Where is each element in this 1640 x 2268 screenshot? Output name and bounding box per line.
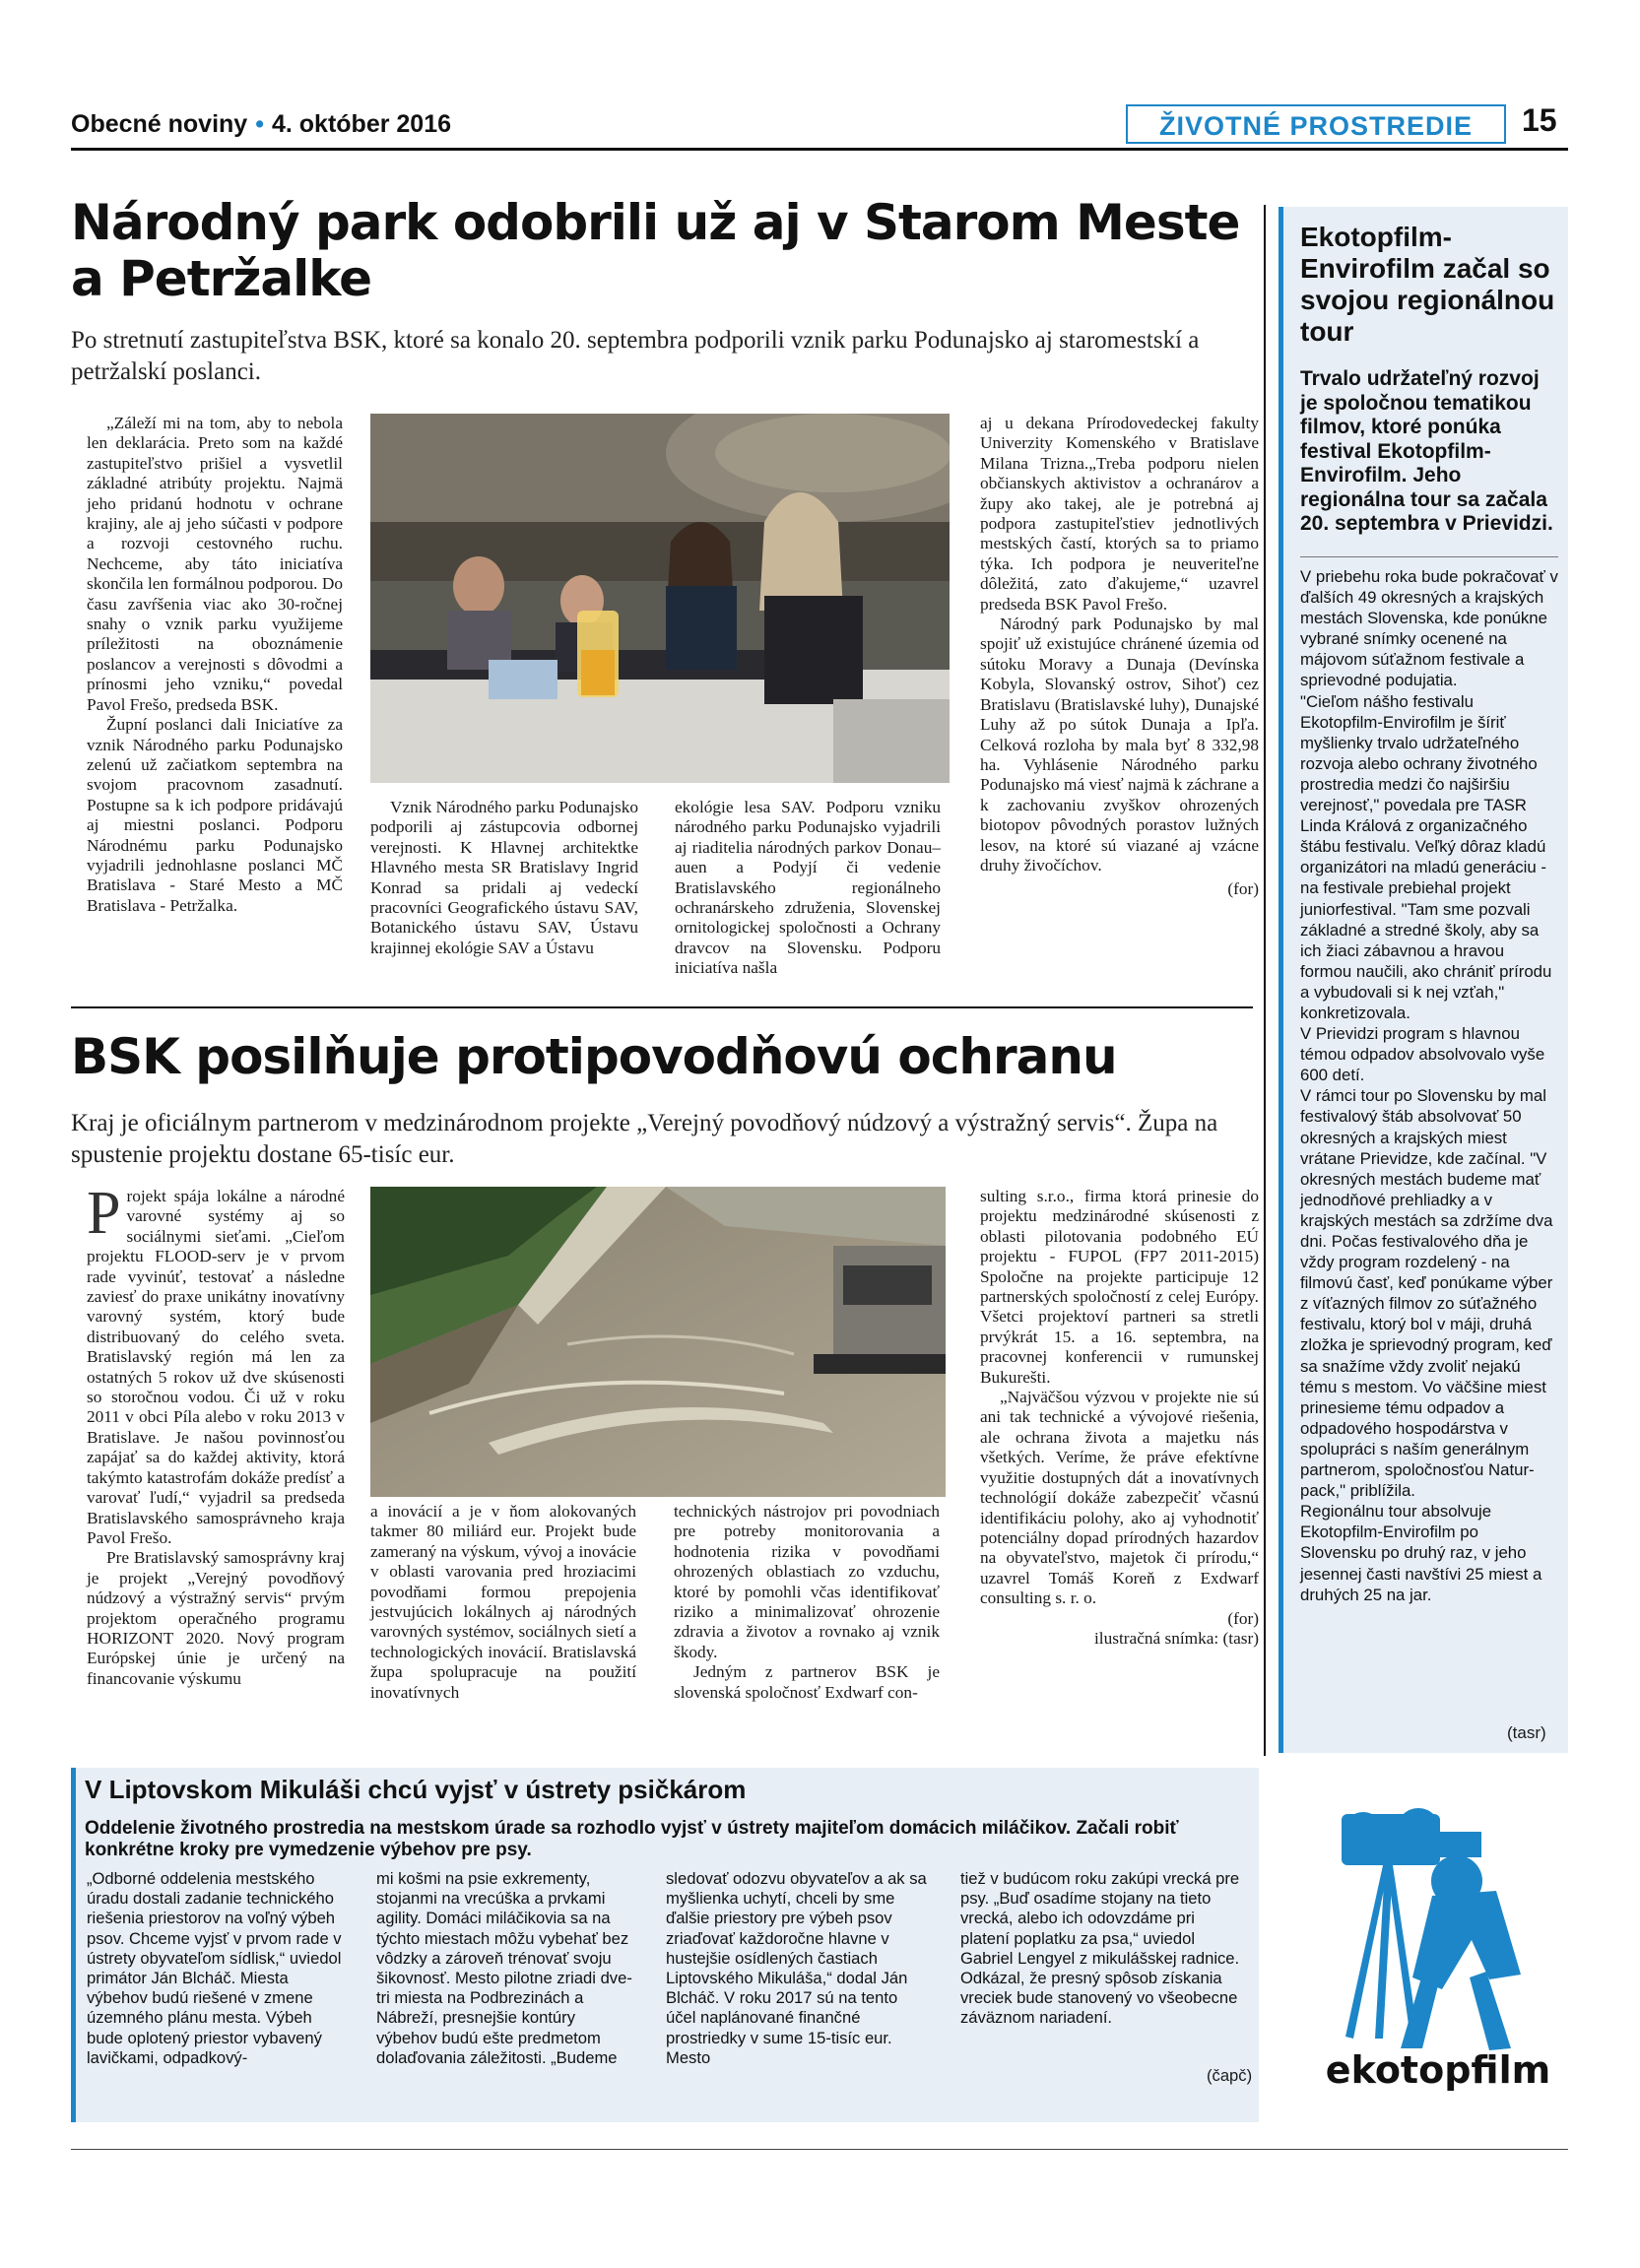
paragraph — [87, 1180, 345, 1548]
bottom-box-column-1 — [87, 1869, 351, 2068]
article2-column-4 — [980, 1187, 1259, 1649]
paragraph: sulting s.r.o., firma ktorá prinesie do projektu medzinárodné skúsenosti z oblasti pilotovania podobného EÚ projektu - FUPOL (FP7 2011-2015) Spoločne na projekte participuje 12 partnerských spoločností z celej Európy. Všetci projektoví partneri sa stretli prvýkrát 15. a 16. septembra, na pracovnej konferencii v rumunskej Bukurešti. — [980, 1187, 1259, 1387]
bottom-box-column-4 — [960, 1869, 1246, 2029]
paragraph: "Cieľom nášho festivalu Ekotopfilm-Envirofilm je šíriť myšlienky trvalo udržateľného rozvoja alebo ochrany životného prostredia medzi čo najširšiu verejnosť," povedala pre TASR Linda Králová z organizačného štábu festivalu. Veľký dôraz kladú organizátori na mladú generáciu - na festivale prebiehal projekt juniorfestival. "Tam sme pozvali základné a stredné školy, aby sa ich žiaci zábavnou a hravou formou naučili, ako chrániť prírodu a vybudovali si k nej vzťah," konkretizovala. — [1300, 691, 1552, 1022]
paragraph: aj u dekana Prírodovedeckej fakulty Univerzity Komenského v Bratislave Milana Trizna.„Treba podporu nielen občianskych aktivistov a ochranárov a župy ako takej, ale je potrebná aj podpora zastupiteľstiev jednotlivých mestských častí, ktorých sa to priamo týka. Ich podpora je neuveriteľne dôležitá, zato ďakujeme,“ uzavrel predseda BSK Pavol Frešo. — [980, 414, 1259, 614]
paragraph: tiež v budúcom roku zakúpi vrecká pre psy. „Buď osadíme stojany na tieto vrecká, alebo ich odovzdáme pri platení poplatku za psa,“ uviedol Gabriel Lengyel z mikulášskej radnice. Odkázal, že presný spôsob získania vreciek bude stanovený vo všeobecne záväznom nariadení. — [960, 1869, 1240, 2028]
masthead — [71, 110, 451, 139]
paragraph: „Najväčšou výzvou v projekte nie sú ani tak technické a vývojové riešenia, ale ochrana života a majetku nás všetkých. Veríme, že práve efektívne využitie dostupných dát a inovatívnych technológií dokáže zabezpečiť včasnú identifikáciu polohy, ako aj vyhodnotiť potenciálny dopad prírodných hazardov na obyvateľstvo, majetok či prírodu,“ uzavrel Tomáš Koreň z Exdwarf consulting s. r. o. — [980, 1388, 1259, 1608]
article2-column-3 — [674, 1502, 940, 1703]
paragraph: Župní poslanci dali Iniciatíve za vznik Národného parku Podunajsko zelenú už začiatkom septembra na svojom pracovnom zasadnutí. Postupne sa k ich podpore pridávajú aj miestni poslanci. Podporu Národnému parku Podunajsko vyjadrili jednohlasne poslanci MČ Bratislava - Staré Mesto a MČ Bratislava - Petržalka. — [87, 715, 343, 915]
bottom-box-headline: V Liptovskom Mikuláši chcú vyjsť v ústrety psičkárom — [85, 1775, 747, 1804]
bottom-box-signature: (čapč) — [1207, 2066, 1253, 2085]
paragraph: „Záleží mi na tom, aby to nebola len deklarácia. Preto som na každé zastupiteľstvo prišiel a vysvetlil základné atribúty projektu. Najmä jeho pridanú hodnotu v ochrane krajiny, ale aj jeho súčasti v podpore a rozvoji cestovného ruchu. Nechceme, aby táto iniciatíva skončila len formálnou podporou. Do času zavŕšenia viac ako 30-ročnej snahy o vznik parku využijeme príležitosti na oboznámenie poslancov a verejnosti s dôvodmi a prínosmi jeho vzniku,“ povedal Pavol Frešo, predseda BSK. — [87, 414, 343, 714]
cameraman-icon — [1324, 1802, 1552, 2093]
issue-date: 4. október 2016 — [271, 110, 452, 138]
article1-column-3 — [675, 798, 941, 979]
ekotopfilm-logo — [1324, 1802, 1552, 2093]
flood-photo — [370, 1187, 946, 1497]
paragraph: „Odborné oddelenia mestského úradu dostali zadanie technického riešenia priestorov na voľný výbeh psov. Chceme vyjsť v prvom rade v ústrety obyvateľom sídlisk,“ uviedol primátor Ján Blcháč. Miesta výbehov budú riešené v zmene územného plánu mesta. Výbeh bude oplotený priestor vybavený lavičkami, odpadkový- — [87, 1869, 342, 2067]
sidebar-headline: Ekotopfilm-Envirofilm začal so svojou regionálnou tour — [1300, 222, 1555, 347]
article2-signature: (for) — [1227, 1608, 1259, 1628]
meeting-photo — [370, 414, 950, 783]
paragraph: Pre Bratislavský samosprávny kraj je projekt „Verejný povodňový núdzový a výstražný servis“ prvým projektom operačného programu HORIZONT 2020. Nový program Európskej únie je určený na financovanie výskumu — [87, 1548, 345, 1688]
paragraph: ekológie lesa SAV. Podporu vzniku národného parku Podunajsko vyjadrili aj riaditelia národných parkov Donau–auen a Podyjí či vedenie Bratislavského regionálneho ochranárskeho združenia, Slovenskej ornitologickej spoločnosti a Ochrany dravcov na Slovensku. Podporu iniciatíva našla — [675, 798, 941, 978]
sidebar-signature: (tasr) — [1507, 1723, 1546, 1742]
sidebar-rule — [1300, 556, 1558, 557]
article1-headline: Národný park odobrili už aj v Starom Meste a Petržalke — [71, 194, 1240, 307]
article-divider — [71, 1006, 1253, 1008]
bottom-box-lead: Oddelenie životného prostredia na mestskom úrade sa rozhodlo vyjsť v ústrety majiteľom domácich miláčikov. Začali robiť konkrétne kroky pre vymedzenie výbehov pre psy. — [85, 1818, 1179, 1860]
paragraph: technických nástrojov pri povodniach pre potreby monitorovania a hodnotenia rizika v povodňami ohrozených oblastiach zo vzduchu, ktoré by pomohli včas identifikovať riziko a minimalizovať ohrozenie zdravia a životov a rovnako aj vznik škody. — [674, 1502, 940, 1661]
page-number: 15 — [1522, 102, 1557, 138]
meeting-photo-graphic — [370, 414, 950, 783]
paragraph: Regionálnu tour absolvuje Ekotopfilm-Envirofilm po Slovensku po druhý raz, v jeho jesennej časti navštívi 25 miest a druhých 25 na jar. — [1300, 1502, 1542, 1604]
paragraph-text: rojekt spája lokálne a národné varovné systémy aj so sociálnymi sieťami. „Cieľom projektu FLOOD-serv je v prvom rade vyvinúť, testovať a následne zaviesť do praxe unikátny inovatívny varovný systém, ktorý bude distribuovaný do celého sveta. Bratislavský región má len za ostatných 5 rokov už dve skúsenosti so storočnou vodou. Či už v roku 2011 v obci Píla alebo v roku 2013 v Bratislave. Je našou povinnosťou zapájať sa do každej aktivity, ktorá takýmto katastrofám dokáže predísť a varovať ľudí,“ vyjadril sa predseda Bratislavského samosprávneho kraja Pavol Frešo. — [87, 1187, 345, 1547]
paragraph: a inovácií a je v ňom alokovaných takmer 80 miliárd eur. Projekt bude zameraný na výskum, vývoj a inovácie v oblasti varovania pred hroziacimi povodňami formou prepojenia jestvujúcich lokálnych aj národných varovných systémov, sociálnych sietí a technologických inovácií. Bratislavská župa spolupracuje na použití inovatívnych — [370, 1502, 636, 1702]
bottom-box-column-3 — [666, 1869, 930, 2068]
article2-lead: Kraj je oficiálnym partnerom v medzinárodnom projekte „Verejný povodňový núdzový a výstražný servis“. Župa na spustenie projektu dostane 65-tisíc eur. — [71, 1110, 1218, 1168]
paragraph: V priebehu roka bude pokračovať v ďalších 49 okresných a krajských mestách Slovenska, kde ponúkne vybrané snímky ocenené na májovom súťažnom festivale a sprievodné podujatia. — [1300, 567, 1558, 690]
paragraph: Vznik Národného parku Podunajsko podporili aj zástupcovia odbornej verejnosti. K Hlavnej architektke Hlavného mesta SR Bratislavy Ingrid Konrad sa pridali aj vedeckí pracovníci Geografického ústavu SAV, Botanického ústavu SAV, Ústavu krajinnej ekológie SAV a Ústavu — [370, 798, 638, 957]
header-rule — [71, 148, 1568, 151]
flood-photo-graphic — [370, 1187, 946, 1497]
footer-rule — [71, 2149, 1568, 2150]
article2-column-2 — [370, 1502, 636, 1703]
sidebar-body — [1300, 566, 1558, 1605]
article2-column-1 — [87, 1180, 345, 1689]
paragraph: Jedným z partnerov BSK je slovenská spoločnosť Exdwarf con- — [674, 1662, 940, 1702]
paragraph: V Prievidzi program s hlavnou témou odpadov absolvovalo vyše 600 detí. — [1300, 1024, 1545, 1085]
article1-lead: Po stretnutí zastupiteľstva BSK, ktoré sa konalo 20. septembra podporili vznik parku Podunajsko aj staromestskí a petržalskí poslanci. — [71, 327, 1200, 385]
publication-name: Obecné noviny — [71, 110, 248, 138]
article2-headline: BSK posilňuje protipovodňovú ochranu — [71, 1028, 1117, 1085]
drop-cap: P — [87, 1180, 121, 1247]
article1-column-2 — [370, 798, 638, 958]
article1-column-1 — [87, 414, 343, 916]
photo-credit: ilustračná snímka: (tasr) — [1094, 1628, 1259, 1648]
sidebar-lead: Trvalo udržateľný rozvoj je spoločnou tematikou filmov, ktoré ponúka festival Ekotopfilm-Envirofilm. Jeho regionálna tour sa začala 20. septembra v Prievidzi. — [1300, 367, 1553, 535]
sidebar-divider — [1264, 205, 1266, 1756]
separator-dot: • — [255, 110, 264, 138]
paragraph: V rámci tour po Slovensku by mal festivalový štáb absolvovať 50 okresných a krajských miest vrátane Prievidze, kde začínal. "V okresných mestách budeme mať jednodňové prehliadky a v krajských mestách sa zdržíme dva dni. Počas festivalového dňa je vždy program rozdelený - na filmovú časť, keď ponúkame výber z víťazných filmov zo súťažného festivalu, ktorý bol v máji, druhá zložka je sprievodný program, keď sa snažíme vždy zvoliť nejakú tému s mestom. Vo väčšine miest prinesieme tému odpadov a odpadového hospodárstva v spolupráci s naším generálnym partnerom, spoločnosťou Natur-pack," priblížila. — [1300, 1086, 1553, 1501]
article1-signature: (for) — [1227, 879, 1259, 899]
logo-wordmark: ekotopfilm — [1325, 2048, 1551, 2092]
paragraph: sledovať odozvu obyvateľov a ak sa myšlienka uchytí, chceli by sme ďalšie priestory pre výbeh psov zriaďovať každoročne hlavne v hustejšie osídlených častiach Liptovského Mikuláša,“ dodal Ján Blcháč. V roku 2017 sú na tento účel naplánované finančné prostriedky v sume 15-tisíc eur. Mesto — [666, 1869, 927, 2067]
article1-column-4 — [980, 414, 1259, 900]
paragraph: Národný park Podunajsko by mal spojiť už existujúce chránené územia od sútoku Moravy a Dunaja (Devínska Kobyla, Slovanský ostrov, Sihoť) cez Bratislavu (Bratislavské luhy), Dunajské Luhy až po sútok Dunaja a Ipľa. Celková rozloha by mala byť 8 332,98 ha. Vyhlásenie Národného parku Podunajsko má viesť najmä k záchrane a k zachovaniu zvyškov ohrozených biotopov pôvodných porastov lužných lesov, na ktoré sú viazané aj vzácne druhy živočíchov. — [980, 615, 1259, 875]
section-label: ŽIVOTNÉ PROSTREDIE — [1126, 104, 1506, 144]
paragraph: mi košmi na psie exkrementy, stojanmi na vrecúška a prvkami agility. Domáci miláčikovia sa na týchto miestach môžu vybehať bez vôdzky a zároveň trénovať svoju šikovnosť. Mesto pilotne zriadi dve-tri miesta na Podbrezinách a Nábreží, presnejšie kontúry výbehov budú ešte predmetom dolaďovania záležitosti. „Budeme — [376, 1869, 632, 2067]
bottom-box-column-2 — [376, 1869, 640, 2068]
